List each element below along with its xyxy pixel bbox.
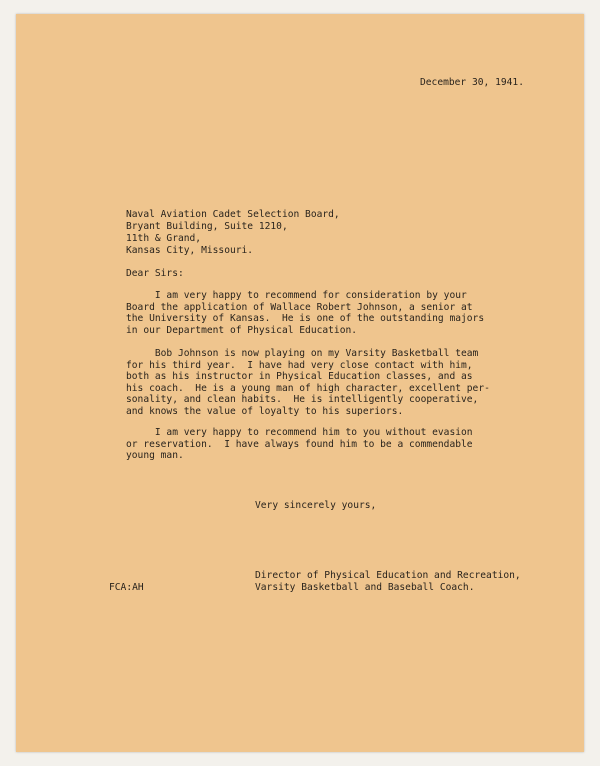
paragraph-line: both as his instructor in Physical Education classes, and as <box>126 371 473 383</box>
paragraph-line: young man. <box>126 450 184 462</box>
paragraph-line: for his third year. I have had very close contact with him, <box>126 359 473 371</box>
signature-title-line: Director of Physical Education and Recreation, <box>255 570 521 581</box>
paragraph-line: the University of Kansas. He is one of the outstanding majors <box>126 313 485 325</box>
body-paragraph-2 <box>126 348 526 418</box>
paragraph-line: or reservation. I have always found him to be a commendable <box>126 438 473 450</box>
paragraph-line: Bob Johnson is now playing on my Varsity Basketball team <box>126 348 479 359</box>
address-line: 11th & Grand, <box>126 233 202 244</box>
letter-page <box>16 14 584 752</box>
letter-date: December 30, 1941. <box>420 77 524 88</box>
closing: Very sincerely yours, <box>255 500 377 511</box>
reference-initials: FCA:AH <box>109 582 144 593</box>
address-line: Naval Aviation Cadet Selection Board, <box>126 209 340 220</box>
paragraph-line: in our Department of Physical Education. <box>126 324 358 336</box>
body-paragraph-3 <box>126 427 526 462</box>
address-line: Bryant Building, Suite 1210, <box>126 221 288 232</box>
salutation: Dear Sirs: <box>126 268 184 279</box>
paragraph-line: his coach. He is a young man of high character, excellent per- <box>126 382 490 394</box>
body-paragraph-1 <box>126 290 526 336</box>
paragraph-line: and knows the value of loyalty to his superiors. <box>126 405 404 417</box>
paragraph-line: I am very happy to recommend him to you without evasion <box>126 427 473 438</box>
address-line: Kansas City, Missouri. <box>126 245 254 256</box>
paragraph-line: I am very happy to recommend for consideration by your <box>126 290 467 301</box>
signature-title-line: Varsity Basketball and Baseball Coach. <box>255 582 475 593</box>
paragraph-line: sonality, and clean habits. He is intelligently cooperative, <box>126 394 479 406</box>
paragraph-line: Board the application of Wallace Robert Johnson, a senior at <box>126 301 473 313</box>
